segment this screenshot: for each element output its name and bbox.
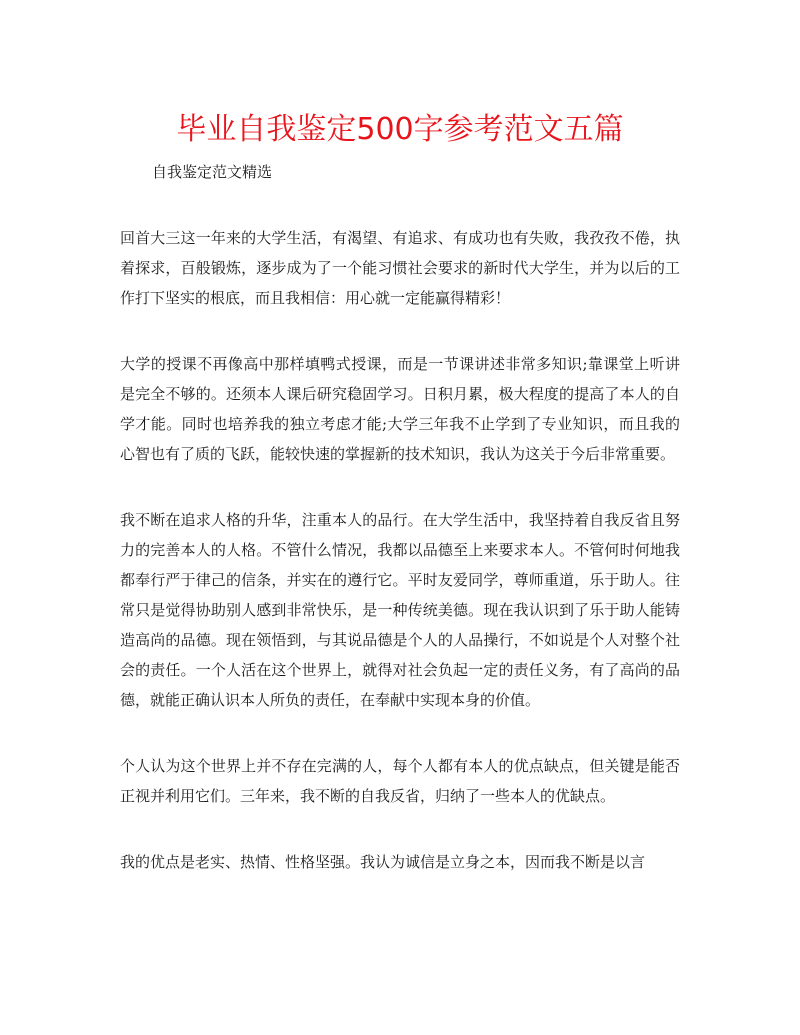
- paragraph-2: 大学的授课不再像高中那样填鸭式授课，而是一节课讲述非常多知识;靠课堂上听讲是完全不够的。还须本人课后研究稳固学习。日积月累，极大程度的提高了本人的自学才能。同时也培养我的独立考虑才能;大学三年我不止学到了专业知识，而且我的心智也有了质的飞跃，能较快速的掌握新的技术知识，我认为这关于今后非常重要。: [120, 355, 680, 463]
- document-body: [120, 223, 680, 913]
- paragraph-1: 回首大三这一年来的大学生活，有渴望、有追求、有成功也有失败，我孜孜不倦，执着探求，百般锻炼，逐步成为了一个能习惯社会要求的新时代大学生，并为以后的工作打下坚实的根底，而且我相信：用心就一定能赢得精彩！: [120, 229, 680, 307]
- paragraph-4: 个人认为这个世界上并不存在完满的人，每个人都有本人的优点缺点，但关键是能否正视并利用它们。三年来，我不断的自我反省，归纳了一些本人的优缺点。: [120, 757, 680, 805]
- paragraph-3: 我不断在追求人格的升华，注重本人的品行。在大学生活中，我坚持着自我反省且努力的完善本人的人格。不管什么情况，我都以品德至上来要求本人。不管何时何地我都奉行严于律己的信条，并实在的遵行它。平时友爱同学，尊师重道，乐于助人。往常只是觉得协助别人感到非常快乐，是一种传统美德。现在我认识到了乐于助人能铸造高尚的品德。现在领悟到，与其说品德是个人的人品操行，不如说是个人对整个社会的责任。一个人活在这个世界上，就得对社会负起一定的责任义务，有了高尚的品德，就能正确认识本人所负的责任，在奉献中实现本身的价值。: [120, 511, 680, 709]
- paragraph-5: 我的优点是老实、热情、性格坚强。我认为诚信是立身之本，因而我不断是以言: [120, 853, 646, 871]
- document-title: 毕业自我鉴定500字参考范文五篇: [176, 112, 624, 147]
- document-subtitle: 自我鉴定范文精选: [152, 163, 273, 181]
